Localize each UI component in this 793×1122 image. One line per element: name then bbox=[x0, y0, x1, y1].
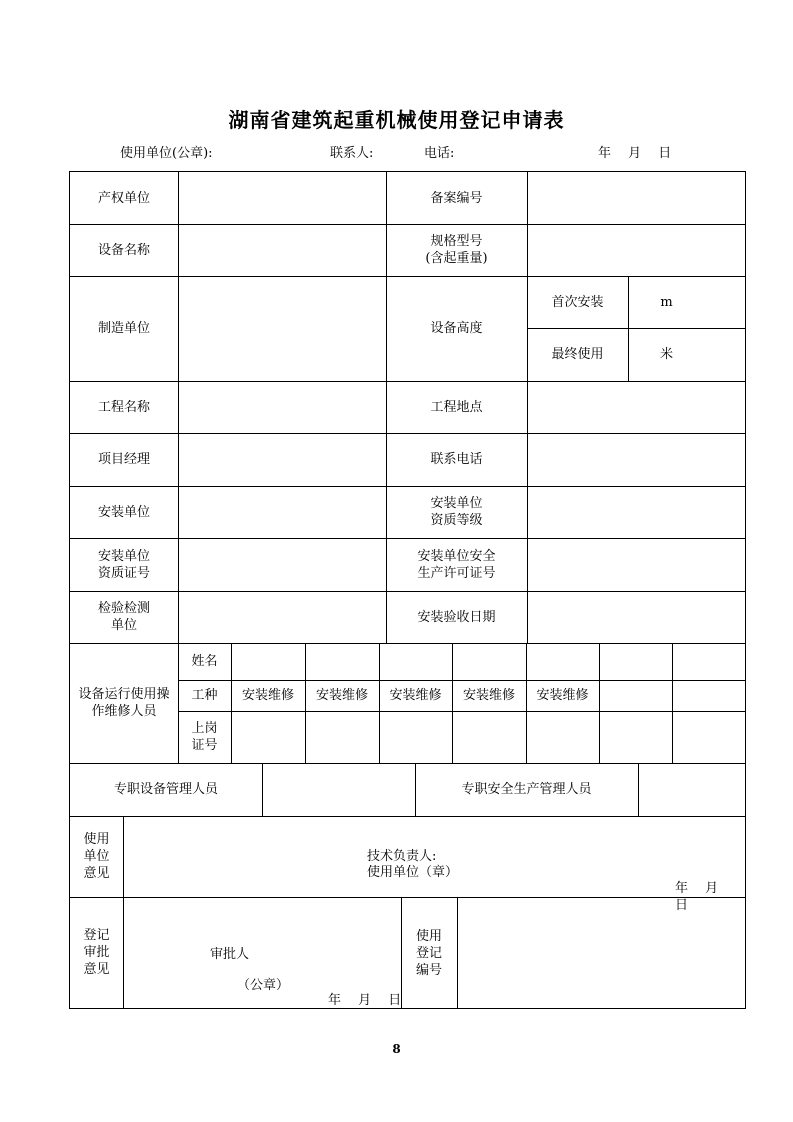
install-qual-cert-field[interactable] bbox=[178, 538, 386, 591]
equipment-height-label: 设备高度 bbox=[430, 321, 483, 336]
approval-date: 年 月 日 bbox=[328, 993, 402, 1008]
registration-form-table bbox=[69, 171, 746, 1009]
operator-name-label: 姓名 bbox=[191, 654, 218, 669]
operator-trade-cell[interactable]: 安装维修 bbox=[315, 688, 368, 703]
operator-name-cell[interactable] bbox=[599, 643, 672, 680]
inspection-unit-label: 检验检测 单位 bbox=[97, 601, 150, 633]
project-location-label: 工程地点 bbox=[430, 399, 483, 415]
operator-trade-cell[interactable]: 安装维修 bbox=[536, 688, 589, 703]
install-unit-label: 安装单位 bbox=[97, 504, 150, 520]
owner-unit-label: 产权单位 bbox=[97, 190, 150, 206]
header-contact-label: 联系人: bbox=[330, 146, 374, 161]
project-name-field[interactable] bbox=[178, 381, 386, 433]
header-date-label: 年 月 日 bbox=[598, 146, 672, 161]
contact-phone-field[interactable] bbox=[527, 433, 745, 486]
filing-no-field[interactable] bbox=[527, 172, 745, 224]
install-qual-grade-label: 安装单位 资质等级 bbox=[430, 496, 483, 528]
project-manager-label: 项目经理 bbox=[97, 452, 150, 467]
contact-phone-label: 联系电话 bbox=[430, 452, 483, 467]
operator-trade-cell[interactable]: 安装维修 bbox=[462, 688, 515, 703]
manufacturer-label: 制造单位 bbox=[97, 321, 150, 336]
operator-name-cell[interactable] bbox=[672, 643, 745, 680]
operator-trade-label: 工种 bbox=[191, 688, 218, 703]
opinion-date: 年 月 日 bbox=[675, 881, 736, 913]
project-manager-field[interactable] bbox=[178, 433, 386, 486]
equipment-manager-field[interactable] bbox=[262, 763, 415, 816]
registration-no-field[interactable] bbox=[457, 897, 745, 1008]
form-title: 湖南省建筑起重机械使用登记申请表 bbox=[228, 108, 565, 132]
user-unit-seal-label: 使用单位（章） bbox=[367, 865, 459, 880]
operator-trade-cell[interactable]: 安装维修 bbox=[389, 688, 442, 703]
acceptance-date-field[interactable] bbox=[527, 591, 745, 643]
spec-model-field[interactable] bbox=[527, 224, 745, 276]
install-unit-field[interactable] bbox=[178, 486, 386, 538]
equipment-manager-label: 专职设备管理人员 bbox=[113, 782, 218, 797]
equipment-name-label: 设备名称 bbox=[97, 242, 150, 258]
install-qual-cert-label: 安装单位 资质证号 bbox=[97, 548, 150, 581]
operator-cert-cell[interactable] bbox=[305, 711, 379, 763]
operator-cert-label: 上岗 证号 bbox=[191, 721, 218, 753]
operators-group-label: 设备运行使用操 作维修人员 bbox=[78, 687, 170, 719]
operator-trade-cell[interactable]: 安装维修 bbox=[241, 688, 294, 703]
operator-cert-cell[interactable] bbox=[599, 711, 672, 763]
inspection-unit-field[interactable] bbox=[178, 591, 386, 643]
operator-cert-cell[interactable] bbox=[672, 711, 745, 763]
operator-name-cell[interactable] bbox=[305, 643, 379, 680]
page-number: 8 bbox=[392, 1042, 401, 1056]
project-location-field[interactable] bbox=[527, 381, 745, 433]
operator-cert-cell[interactable] bbox=[379, 711, 452, 763]
operator-cert-cell[interactable] bbox=[231, 711, 305, 763]
operator-trade-cell[interactable] bbox=[672, 680, 745, 711]
operator-trade-cell[interactable] bbox=[599, 680, 672, 711]
final-use-label: 最终使用 bbox=[551, 347, 604, 362]
project-name-label: 工程名称 bbox=[97, 399, 150, 415]
first-install-unit[interactable]: m bbox=[660, 294, 673, 310]
install-safety-license-label: 安装单位安全 生产许可证号 bbox=[417, 548, 496, 581]
registration-no-label: 使用 登记 编号 bbox=[415, 929, 442, 978]
first-install-label: 首次安装 bbox=[551, 294, 604, 310]
owner-unit-field[interactable] bbox=[178, 172, 386, 224]
approval-opinion-label: 登记 审批 意见 bbox=[83, 928, 110, 977]
header-unit-label: 使用单位(公章): bbox=[120, 146, 213, 161]
acceptance-date-label: 安装验收日期 bbox=[417, 609, 496, 625]
operator-cert-cell[interactable] bbox=[526, 711, 599, 763]
equipment-name-field[interactable] bbox=[178, 224, 386, 276]
install-safety-license-field[interactable] bbox=[527, 538, 745, 591]
safety-manager-field[interactable] bbox=[638, 763, 745, 816]
manufacturer-field[interactable] bbox=[178, 276, 386, 381]
operator-name-cell[interactable] bbox=[526, 643, 599, 680]
operator-name-cell[interactable] bbox=[379, 643, 452, 680]
operator-name-cell[interactable] bbox=[231, 643, 305, 680]
operator-name-cell[interactable] bbox=[452, 643, 526, 680]
install-qual-grade-field[interactable] bbox=[527, 486, 745, 538]
header-phone-label: 电话: bbox=[424, 146, 455, 161]
spec-model-label: 规格型号 (含起重量) bbox=[425, 234, 488, 266]
approver-label: 审批人 bbox=[210, 947, 250, 962]
user-unit-opinion-label: 使用 单位 意见 bbox=[83, 832, 110, 881]
final-use-unit[interactable]: 米 bbox=[659, 347, 673, 362]
filing-no-label: 备案编号 bbox=[430, 190, 483, 206]
tech-lead-label: 技术负责人: bbox=[367, 849, 437, 864]
official-seal-label: （公章） bbox=[237, 978, 290, 993]
safety-manager-label: 专职安全生产管理人员 bbox=[461, 782, 592, 797]
operator-cert-cell[interactable] bbox=[452, 711, 526, 763]
